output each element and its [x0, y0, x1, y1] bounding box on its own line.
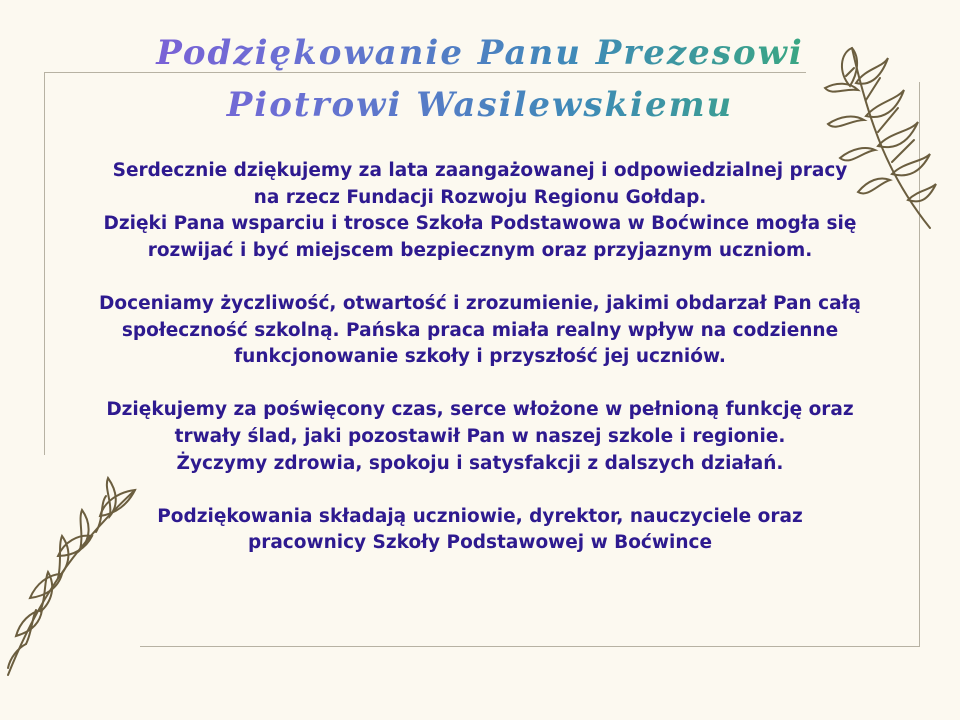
paragraph-3-line: Dziękujemy za poświęcony czas, serce włożone w pełnioną funkcję oraz: [106, 399, 854, 421]
page-title-line-2: Piotrowi Wasilewskiemu: [0, 82, 960, 128]
paragraph-3-line: Życzymy zdrowia, spokoju i satysfakcji z dalszych działań.: [176, 452, 784, 474]
paragraph-gap: [40, 477, 920, 504]
signature-line: pracownicy Szkoły Podstawowej w Boćwince: [247, 532, 713, 554]
paragraph-gap: [40, 264, 920, 291]
paragraph-1-line: Dzięki Pana wsparciu i trosce Szkoła Podstawowa w Boćwince mogła się: [103, 213, 857, 235]
letter-body: [40, 158, 920, 557]
signature-line: Podziękowania składają uczniowie, dyrektor, nauczyciele oraz: [157, 505, 803, 527]
paragraph-1-line: na rzecz Fundacji Rozwoju Regionu Gołdap.: [253, 186, 707, 208]
paragraph-2-line: społeczność szkolną. Pańska praca miała realny wpływ na codzienne: [121, 319, 839, 341]
paragraph-1-line: Serdecznie dziękujemy za lata zaangażowanej i odpowiedzialnej pracy: [112, 160, 848, 181]
paragraph-3-line: trwały ślad, jaki pozostawił Pan w naszej szkole i regionie.: [174, 425, 786, 447]
paragraph-2-line: funkcjonowanie szkoły i przyszłość jej uczniów.: [234, 346, 726, 368]
page-title-line-1: Podziękowanie Panu Prezesowi: [0, 30, 960, 76]
paragraph-gap: [40, 371, 920, 398]
paragraph-2-line: Doceniamy życzliwość, otwartość i zrozumienie, jakimi obdarzał Pan całą: [99, 292, 861, 314]
paragraph-1-line: rozwijać i być miejscem bezpiecznym oraz przyjaznym uczniom.: [147, 239, 813, 261]
